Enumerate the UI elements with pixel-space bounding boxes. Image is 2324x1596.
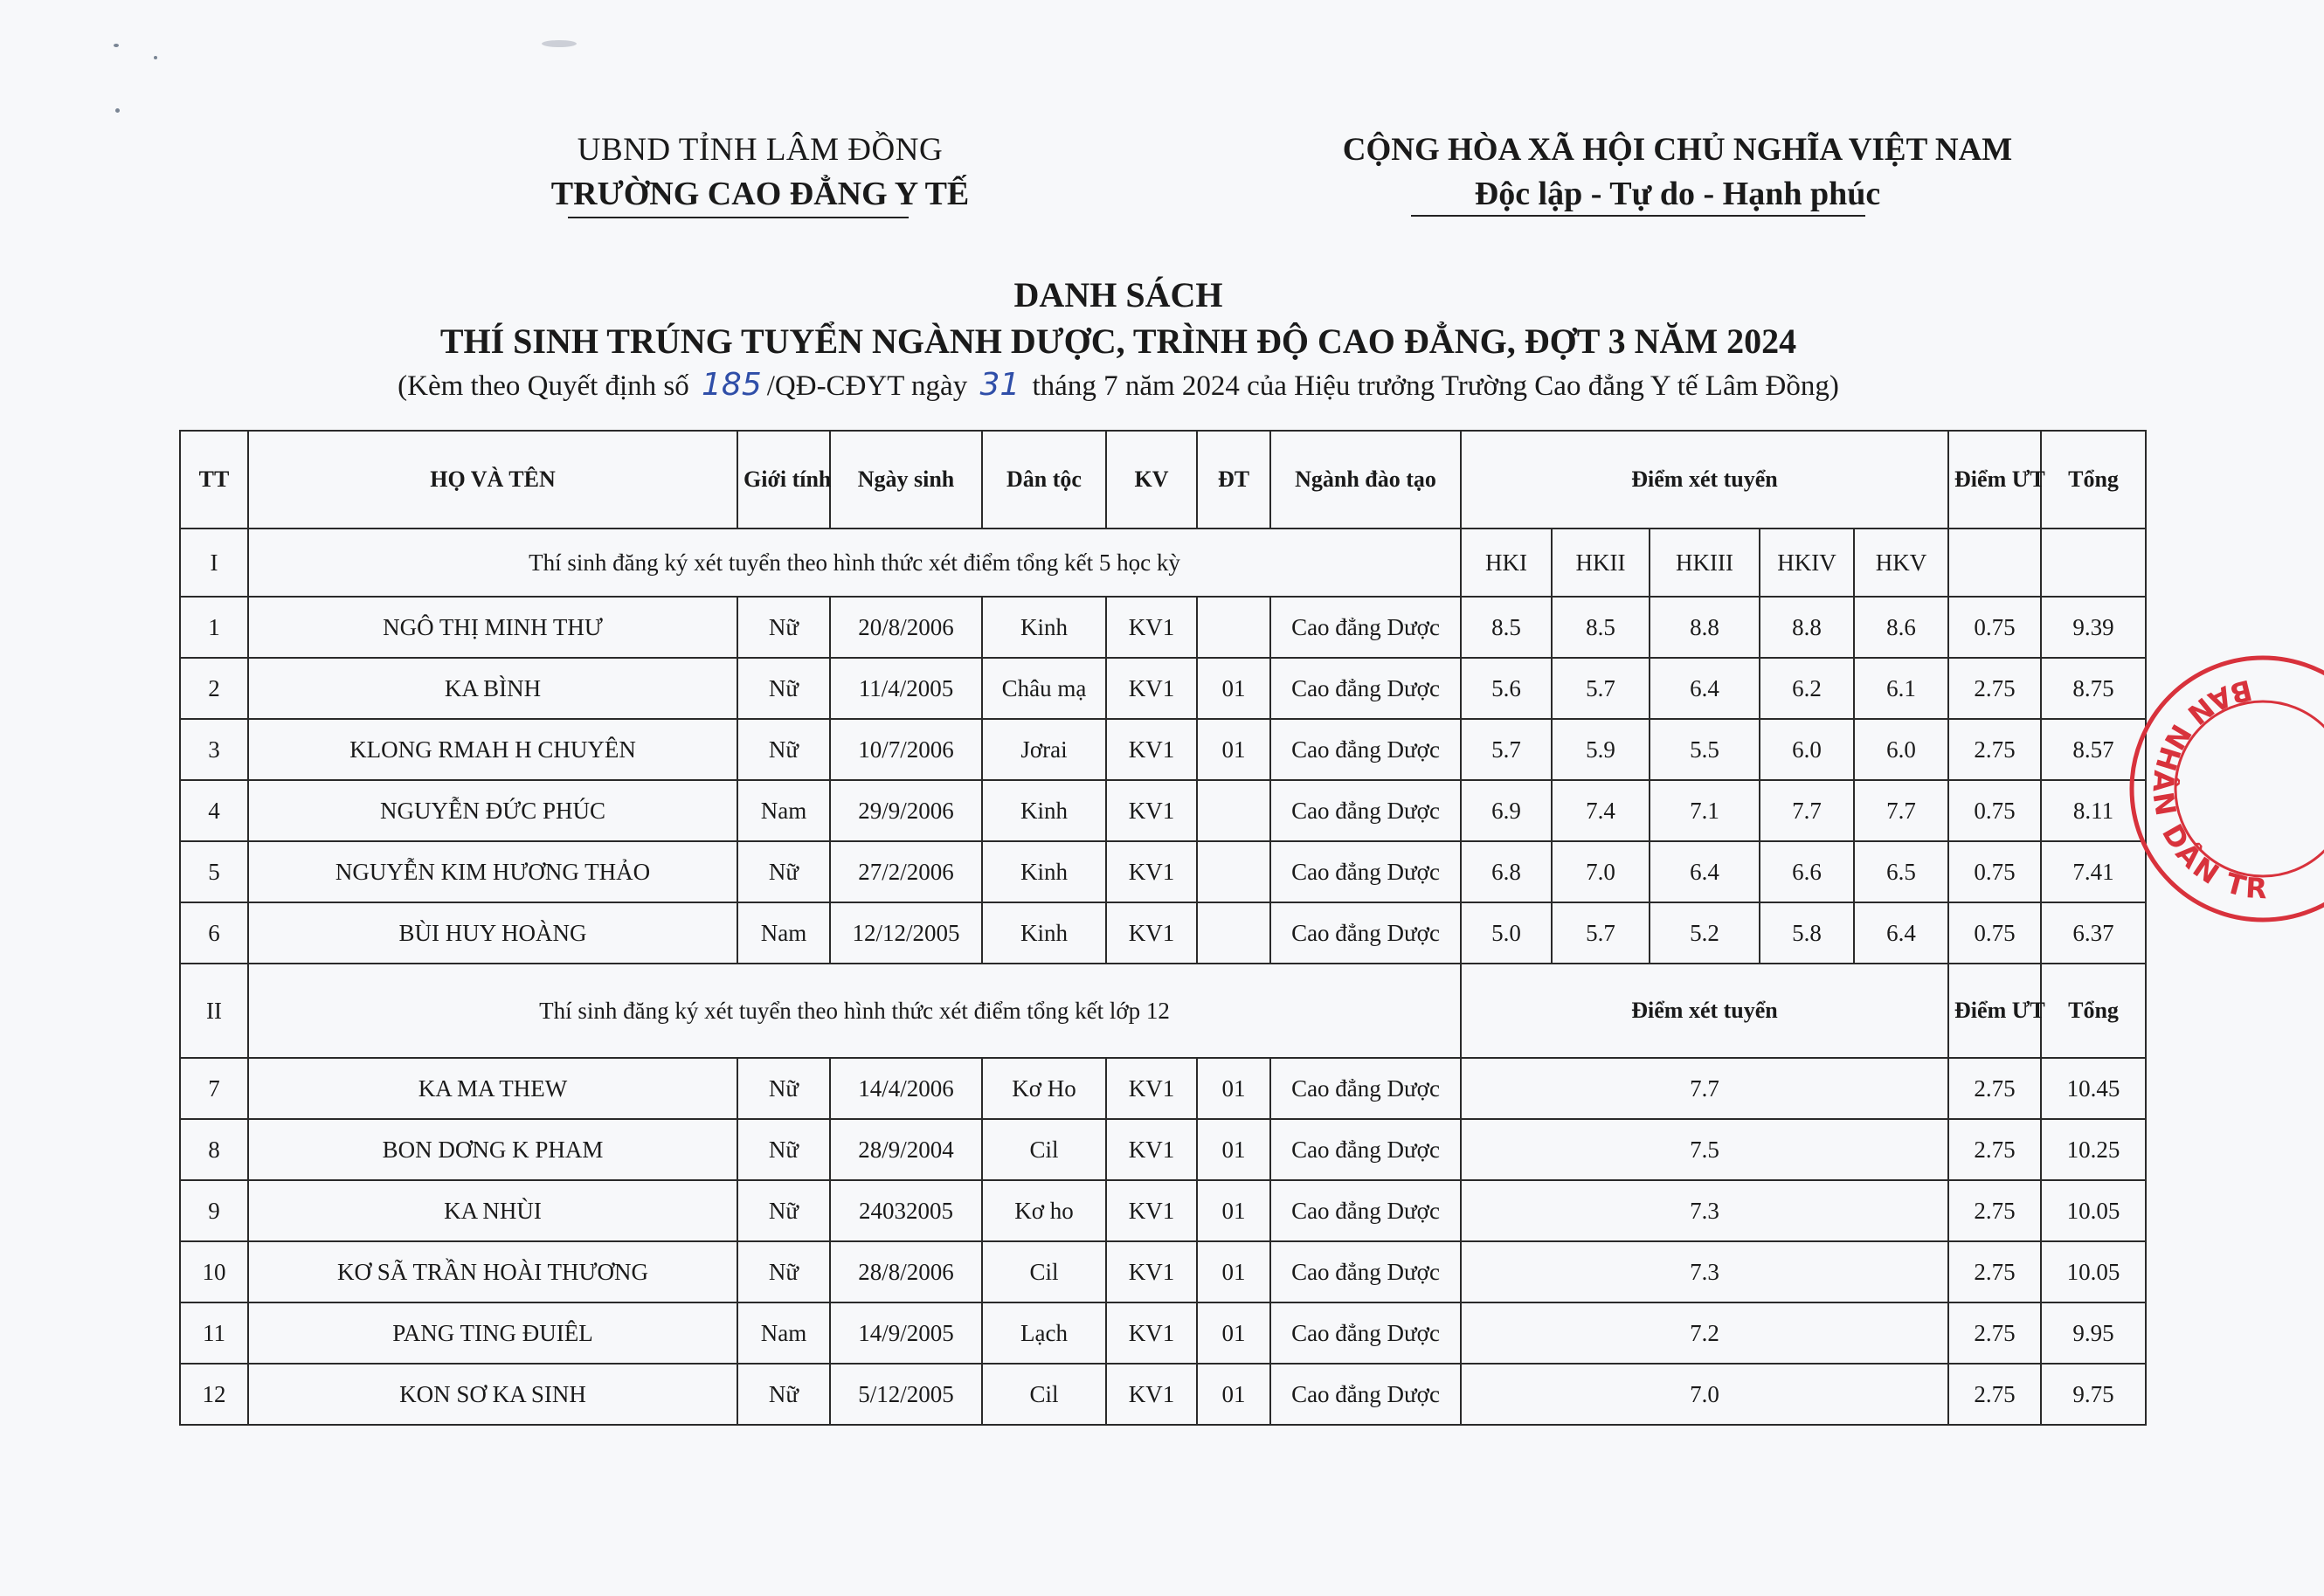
term-hk5: HKV bbox=[1854, 529, 1948, 597]
row-kv: KV1 bbox=[1106, 658, 1197, 719]
national-motto: Độc lập - Tự do - Hạnh phúc bbox=[1474, 176, 1881, 212]
section-1-total-empty bbox=[2041, 529, 2146, 597]
decision-number-handwritten: 185 bbox=[702, 367, 762, 403]
table-row bbox=[180, 902, 2146, 964]
table-row bbox=[180, 719, 2146, 780]
row-dt: 01 bbox=[1197, 1302, 1270, 1364]
row-name: KƠ SÃ TRẦN HOÀI THƯƠNG bbox=[248, 1241, 737, 1302]
row-dt bbox=[1197, 902, 1270, 964]
row-term-score: 5.7 bbox=[1552, 902, 1650, 964]
row-dt bbox=[1197, 841, 1270, 902]
row-kv: KV1 bbox=[1106, 1302, 1197, 1364]
row-kv: KV1 bbox=[1106, 1180, 1197, 1241]
row-term-score: 5.5 bbox=[1650, 719, 1760, 780]
term-hk1: HKI bbox=[1461, 529, 1552, 597]
issuer-header bbox=[489, 129, 1031, 217]
row-dt: 01 bbox=[1197, 1364, 1270, 1425]
row-ethnic: Kơ ho bbox=[982, 1180, 1106, 1241]
table-row bbox=[180, 841, 2146, 902]
row-ethnic: Kinh bbox=[982, 780, 1106, 841]
row-gender: Nữ bbox=[737, 841, 830, 902]
row-major: Cao đẳng Dược bbox=[1270, 1119, 1461, 1180]
row-gender: Nữ bbox=[737, 719, 830, 780]
row-dob: 5/12/2005 bbox=[830, 1364, 982, 1425]
col-kv: KV bbox=[1106, 431, 1197, 529]
row-total: 10.05 bbox=[2041, 1241, 2146, 1302]
admission-table bbox=[179, 430, 2147, 1426]
row-term-score: 6.9 bbox=[1461, 780, 1552, 841]
row-ethnic: Kinh bbox=[982, 597, 1106, 658]
row-name: KA BÌNH bbox=[248, 658, 737, 719]
row-tt: 10 bbox=[180, 1241, 248, 1302]
row-name: NGÔ THỊ MINH THƯ bbox=[248, 597, 737, 658]
row-gender: Nữ bbox=[737, 1058, 830, 1119]
row-term-score: 6.5 bbox=[1854, 841, 1948, 902]
row-term-score: 8.6 bbox=[1854, 597, 1948, 658]
row-tt: 3 bbox=[180, 719, 248, 780]
row-kv: KV1 bbox=[1106, 902, 1197, 964]
row-ethnic: Cil bbox=[982, 1364, 1106, 1425]
row-dob: 28/8/2006 bbox=[830, 1241, 982, 1302]
row-major: Cao đẳng Dược bbox=[1270, 658, 1461, 719]
row-gender: Nam bbox=[737, 902, 830, 964]
row-grade12-score: 7.3 bbox=[1461, 1180, 1948, 1241]
row-major: Cao đẳng Dược bbox=[1270, 780, 1461, 841]
table-row bbox=[180, 1302, 2146, 1364]
row-gender: Nữ bbox=[737, 1180, 830, 1241]
row-term-score: 6.2 bbox=[1760, 658, 1854, 719]
row-tt: 6 bbox=[180, 902, 248, 964]
row-gender: Nam bbox=[737, 1302, 830, 1364]
row-term-score: 6.6 bbox=[1760, 841, 1854, 902]
row-term-score: 5.0 bbox=[1461, 902, 1552, 964]
section-2-rows bbox=[180, 1058, 2146, 1425]
national-header bbox=[1241, 129, 2114, 217]
row-term-score: 6.1 bbox=[1854, 658, 1948, 719]
row-kv: KV1 bbox=[1106, 1364, 1197, 1425]
row-ethnic: Cil bbox=[982, 1119, 1106, 1180]
row-grade12-score: 7.3 bbox=[1461, 1241, 1948, 1302]
row-term-score: 7.4 bbox=[1552, 780, 1650, 841]
row-term-score: 7.7 bbox=[1854, 780, 1948, 841]
issuer-school: TRƯỜNG CAO ĐẲNG Y TẾ bbox=[550, 176, 970, 212]
row-tt: 1 bbox=[180, 597, 248, 658]
table-row bbox=[180, 1180, 2146, 1241]
row-term-score: 7.0 bbox=[1552, 841, 1650, 902]
table-row bbox=[180, 780, 2146, 841]
row-term-score: 5.7 bbox=[1461, 719, 1552, 780]
col-total: Tổng bbox=[2041, 431, 2146, 529]
row-major: Cao đẳng Dược bbox=[1270, 1058, 1461, 1119]
col-dob: Ngày sinh bbox=[830, 431, 982, 529]
row-gender: Nữ bbox=[737, 597, 830, 658]
row-dob: 10/7/2006 bbox=[830, 719, 982, 780]
row-gender: Nữ bbox=[737, 658, 830, 719]
row-term-score: 6.0 bbox=[1854, 719, 1948, 780]
section-2-label: II bbox=[180, 964, 248, 1058]
row-dob: 20/8/2006 bbox=[830, 597, 982, 658]
col-dt: ĐT bbox=[1197, 431, 1270, 529]
row-term-score: 8.8 bbox=[1760, 597, 1854, 658]
row-dt bbox=[1197, 780, 1270, 841]
row-tt: 4 bbox=[180, 780, 248, 841]
issuer-authority: UBND TỈNH LÂM ĐỒNG bbox=[577, 132, 944, 168]
section-1-title: Thí sinh đăng ký xét tuyển theo hình thức xét điểm tổng kết 5 học kỳ bbox=[248, 529, 1461, 597]
seal-graphic bbox=[2118, 618, 2324, 933]
section-2-scores-header: Điểm xét tuyển bbox=[1461, 964, 1948, 1058]
row-grade12-score: 7.7 bbox=[1461, 1058, 1948, 1119]
row-ut: 0.75 bbox=[1948, 780, 2041, 841]
doc-subtitle: THÍ SINH TRÚNG TUYỂN NGÀNH DƯỢC, TRÌNH ĐỘ CAO ĐẲNG, ĐỢT 3 NĂM 2024 bbox=[439, 321, 1797, 361]
decision-reference bbox=[0, 365, 2237, 406]
row-term-score: 6.0 bbox=[1760, 719, 1854, 780]
row-term-score: 5.8 bbox=[1760, 902, 1854, 964]
col-major: Ngành đào tạo bbox=[1270, 431, 1461, 529]
red-seal-stamp bbox=[2118, 618, 2315, 933]
row-major: Cao đẳng Dược bbox=[1270, 1364, 1461, 1425]
row-grade12-score: 7.0 bbox=[1461, 1364, 1948, 1425]
row-name: KLONG RMAH H CHUYÊN bbox=[248, 719, 737, 780]
row-ut: 2.75 bbox=[1948, 1119, 2041, 1180]
row-dt bbox=[1197, 597, 1270, 658]
row-ut: 0.75 bbox=[1948, 841, 2041, 902]
row-term-score: 5.9 bbox=[1552, 719, 1650, 780]
row-ut: 2.75 bbox=[1948, 1058, 2041, 1119]
row-term-score: 6.4 bbox=[1854, 902, 1948, 964]
row-dob: 14/4/2006 bbox=[830, 1058, 982, 1119]
row-total: 7.41 bbox=[2041, 841, 2146, 902]
row-tt: 7 bbox=[180, 1058, 248, 1119]
row-name: BON DƠNG K PHAM bbox=[248, 1119, 737, 1180]
section-2-row bbox=[180, 964, 2146, 1058]
row-gender: Nữ bbox=[737, 1241, 830, 1302]
row-term-score: 8.8 bbox=[1650, 597, 1760, 658]
row-name: KA NHÙI bbox=[248, 1180, 737, 1241]
section-2-total-header: Tổng bbox=[2041, 964, 2146, 1058]
row-major: Cao đẳng Dược bbox=[1270, 902, 1461, 964]
row-kv: KV1 bbox=[1106, 719, 1197, 780]
row-dob: 14/9/2005 bbox=[830, 1302, 982, 1364]
row-name: NGUYỄN KIM HƯƠNG THẢO bbox=[248, 841, 737, 902]
row-total: 10.05 bbox=[2041, 1180, 2146, 1241]
row-term-score: 6.8 bbox=[1461, 841, 1552, 902]
row-dob: 29/9/2006 bbox=[830, 780, 982, 841]
row-ethnic: Cil bbox=[982, 1241, 1106, 1302]
national-name: CỘNG HÒA XÃ HỘI CHỦ NGHĨA VIỆT NAM bbox=[1342, 132, 2013, 168]
row-dt: 01 bbox=[1197, 1241, 1270, 1302]
col-scores: Điểm xét tuyển bbox=[1461, 431, 1948, 529]
row-dt: 01 bbox=[1197, 1119, 1270, 1180]
row-dt: 01 bbox=[1197, 1180, 1270, 1241]
row-tt: 8 bbox=[180, 1119, 248, 1180]
row-ut: 2.75 bbox=[1948, 1364, 2041, 1425]
row-gender: Nữ bbox=[737, 1364, 830, 1425]
section-1-ut-empty bbox=[1948, 529, 2041, 597]
table-header-row bbox=[180, 431, 2146, 529]
row-tt: 11 bbox=[180, 1302, 248, 1364]
row-major: Cao đẳng Dược bbox=[1270, 597, 1461, 658]
col-ethnic: Dân tộc bbox=[982, 431, 1106, 529]
row-tt: 12 bbox=[180, 1364, 248, 1425]
row-term-score: 6.4 bbox=[1650, 658, 1760, 719]
row-tt: 9 bbox=[180, 1180, 248, 1241]
row-total: 8.75 bbox=[2041, 658, 2146, 719]
decision-ref-part2: /QĐ-CĐYT ngày bbox=[766, 370, 968, 402]
row-total: 10.45 bbox=[2041, 1058, 2146, 1119]
row-ut: 2.75 bbox=[1948, 658, 2041, 719]
row-major: Cao đẳng Dược bbox=[1270, 719, 1461, 780]
decision-day-handwritten: 31 bbox=[979, 367, 1020, 403]
doc-title: DANH SÁCH bbox=[1013, 275, 1223, 314]
row-name: PANG TING ĐUIÊL bbox=[248, 1302, 737, 1364]
row-total: 9.95 bbox=[2041, 1302, 2146, 1364]
row-kv: KV1 bbox=[1106, 780, 1197, 841]
row-term-score: 8.5 bbox=[1461, 597, 1552, 658]
row-ut: 2.75 bbox=[1948, 1180, 2041, 1241]
row-dob: 24032005 bbox=[830, 1180, 982, 1241]
row-total: 9.75 bbox=[2041, 1364, 2146, 1425]
col-name: HỌ VÀ TÊN bbox=[248, 431, 737, 529]
row-ut: 2.75 bbox=[1948, 1302, 2041, 1364]
row-total: 8.57 bbox=[2041, 719, 2146, 780]
row-gender: Nam bbox=[737, 780, 830, 841]
decision-ref-part1: (Kèm theo Quyết định số bbox=[398, 370, 689, 402]
section-2-title: Thí sinh đăng ký xét tuyển theo hình thức xét điểm tổng kết lớp 12 bbox=[248, 964, 1461, 1058]
col-tt: TT bbox=[180, 431, 248, 529]
row-ut: 2.75 bbox=[1948, 1241, 2041, 1302]
table-row bbox=[180, 1058, 2146, 1119]
row-name: KA MA THEW bbox=[248, 1058, 737, 1119]
row-ethnic: Lạch bbox=[982, 1302, 1106, 1364]
row-ut: 0.75 bbox=[1948, 597, 2041, 658]
row-kv: KV1 bbox=[1106, 1119, 1197, 1180]
table-row bbox=[180, 1241, 2146, 1302]
row-ethnic: Kơ Ho bbox=[982, 1058, 1106, 1119]
row-term-score: 5.7 bbox=[1552, 658, 1650, 719]
row-term-score: 5.6 bbox=[1461, 658, 1552, 719]
section-1-row bbox=[180, 529, 2146, 597]
row-total: 9.39 bbox=[2041, 597, 2146, 658]
row-dt: 01 bbox=[1197, 658, 1270, 719]
table-row bbox=[180, 1119, 2146, 1180]
motto-underline bbox=[1411, 215, 1865, 217]
row-grade12-score: 7.2 bbox=[1461, 1302, 1948, 1364]
row-term-score: 5.2 bbox=[1650, 902, 1760, 964]
row-dob: 28/9/2004 bbox=[830, 1119, 982, 1180]
row-tt: 5 bbox=[180, 841, 248, 902]
row-term-score: 6.4 bbox=[1650, 841, 1760, 902]
section-2-ut-header: Điểm ƯT bbox=[1948, 964, 2041, 1058]
row-dob: 11/4/2005 bbox=[830, 658, 982, 719]
table-row bbox=[180, 597, 2146, 658]
row-ethnic: Kinh bbox=[982, 902, 1106, 964]
col-ut: Điểm ƯT bbox=[1948, 431, 2041, 529]
row-kv: KV1 bbox=[1106, 597, 1197, 658]
row-tt: 2 bbox=[180, 658, 248, 719]
row-kv: KV1 bbox=[1106, 1058, 1197, 1119]
row-major: Cao đẳng Dược bbox=[1270, 1302, 1461, 1364]
row-ethnic: Kinh bbox=[982, 841, 1106, 902]
row-ut: 2.75 bbox=[1948, 719, 2041, 780]
row-kv: KV1 bbox=[1106, 841, 1197, 902]
row-gender: Nữ bbox=[737, 1119, 830, 1180]
issuer-underline bbox=[568, 217, 909, 218]
decision-ref-part3: tháng 7 năm 2024 của Hiệu trưởng Trường Cao đẳng Y tế Lâm Đồng) bbox=[1032, 370, 1839, 402]
row-ethnic: Jơrai bbox=[982, 719, 1106, 780]
row-term-score: 7.1 bbox=[1650, 780, 1760, 841]
row-grade12-score: 7.5 bbox=[1461, 1119, 1948, 1180]
table-row bbox=[180, 1364, 2146, 1425]
row-dob: 12/12/2005 bbox=[830, 902, 982, 964]
row-major: Cao đẳng Dược bbox=[1270, 1241, 1461, 1302]
row-name: NGUYỄN ĐỨC PHÚC bbox=[248, 780, 737, 841]
term-hk2: HKII bbox=[1552, 529, 1650, 597]
section-1-label: I bbox=[180, 529, 248, 597]
row-ethnic: Châu mạ bbox=[982, 658, 1106, 719]
row-kv: KV1 bbox=[1106, 1241, 1197, 1302]
row-dob: 27/2/2006 bbox=[830, 841, 982, 902]
row-ut: 0.75 bbox=[1948, 902, 2041, 964]
col-gender: Giới tính bbox=[737, 431, 830, 529]
seal-ring-text: BAN NHÂN DÂN TRƯỜNG CA bbox=[2118, 618, 2271, 906]
row-term-score: 8.5 bbox=[1552, 597, 1650, 658]
row-major: Cao đẳng Dược bbox=[1270, 841, 1461, 902]
term-hk3: HKIII bbox=[1650, 529, 1760, 597]
section-1-rows bbox=[180, 597, 2146, 964]
row-dt: 01 bbox=[1197, 1058, 1270, 1119]
row-total: 8.11 bbox=[2041, 780, 2146, 841]
row-total: 10.25 bbox=[2041, 1119, 2146, 1180]
row-total: 6.37 bbox=[2041, 902, 2146, 964]
row-dt: 01 bbox=[1197, 719, 1270, 780]
row-name: KON SƠ KA SINH bbox=[248, 1364, 737, 1425]
table-row bbox=[180, 658, 2146, 719]
row-term-score: 7.7 bbox=[1760, 780, 1854, 841]
row-name: BÙI HUY HOÀNG bbox=[248, 902, 737, 964]
term-hk4: HKIV bbox=[1760, 529, 1854, 597]
row-major: Cao đẳng Dược bbox=[1270, 1180, 1461, 1241]
